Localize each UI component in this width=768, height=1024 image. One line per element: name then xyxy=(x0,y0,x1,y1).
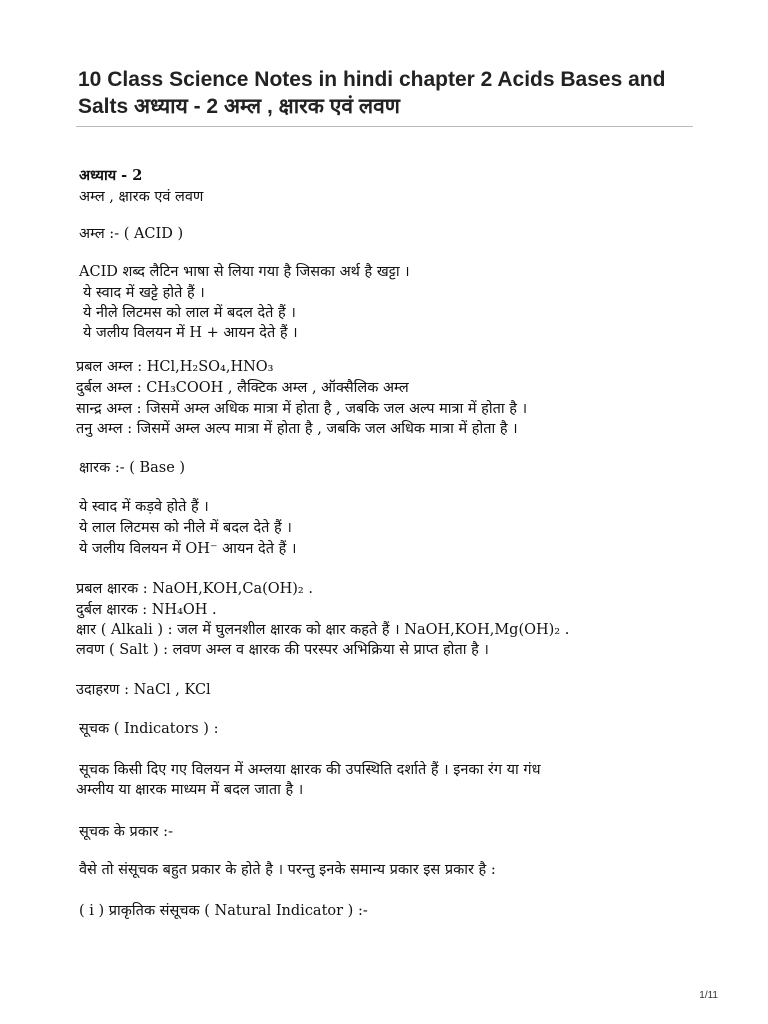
acid-line: ACID शब्द लैटिन भाषा से लिया गया है जिसका अर्थ है खट्टा । xyxy=(79,264,410,280)
salt-example: उदाहरण : NaCl , KCl xyxy=(76,682,211,698)
chapter-heading: अध्याय - 2 xyxy=(79,167,143,184)
indicator-types-intro: वैसे तो संसूचक बहुत प्रकार के होते है । परन्तु इनके समान्य प्रकार इस प्रकार है : xyxy=(79,862,496,878)
acid-type-concentrated: सान्द्र अम्ल : जिसमें अम्ल अधिक मात्रा में होता है , जबकि जल अल्प मात्रा में होता है । xyxy=(76,401,528,417)
acid-line: ये जलीय विलयन में H + आयन देते हैं । xyxy=(83,325,298,341)
acid-type-dilute: तनु अम्ल : जिसमें अम्ल अल्प मात्रा में होता है , जबकि जल अधिक मात्रा में होता है । xyxy=(76,421,518,437)
acid-line: ये स्वाद में खट्टे होते हैं । xyxy=(83,285,205,301)
natural-indicator-heading: ( i ) प्राकृतिक संसूचक ( Natural Indicator ) :- xyxy=(79,903,368,919)
acid-type-weak: दुर्बल अम्ल : CH₃COOH , लैक्टिक अम्ल , ऑक्सैलिक अम्ल xyxy=(76,380,409,396)
title-divider xyxy=(76,126,693,127)
base-line: ये स्वाद में कड़वे होते हैं । xyxy=(79,499,209,515)
page-title: 10 Class Science Notes in hindi chapter 2 Acids Bases and Salts अध्याय - 2 अम्ल , क्षारक एवं लवण xyxy=(78,68,666,118)
indicator-types-heading: सूचक के प्रकार :- xyxy=(79,824,173,840)
base-line: ये जलीय विलयन में OH⁻ आयन देते हैं । xyxy=(79,541,297,557)
base-heading: क्षारक :- ( Base ) xyxy=(79,460,186,476)
chapter-subtitle: अम्ल , क्षारक एवं लवण xyxy=(79,189,204,205)
alkali-definition: क्षार ( Alkali ) : जल में घुलनशील क्षारक को क्षार कहते हैं । NaOH,KOH,Mg(OH)₂ . xyxy=(76,622,570,638)
indicators-paragraph: सूचक किसी दिए गए विलयन में अम्लया क्षारक की उपस्थिति दर्शाते हैं । इनका रंग या गंध xyxy=(79,762,541,778)
base-type-strong: प्रबल क्षारक : NaOH,KOH,Ca(OH)₂ . xyxy=(76,581,313,597)
salt-definition: लवण ( Salt ) : लवण अम्ल व क्षारक की परस्पर अभिक्रिया से प्राप्त होता है । xyxy=(76,642,489,658)
acid-heading: अम्ल :- ( ACID ) xyxy=(79,226,184,242)
page-number: 1/11 xyxy=(699,990,718,1001)
acid-line: ये नीले लिटमस को लाल में बदल देते हैं । xyxy=(83,305,296,321)
indicators-paragraph: अम्लीय या क्षारक माध्यम में बदल जाता है । xyxy=(76,782,304,798)
indicators-heading: सूचक ( Indicators ) : xyxy=(79,721,219,737)
base-line: ये लाल लिटमस को नीले में बदल देते हैं । xyxy=(79,520,292,536)
base-type-weak: दुर्बल क्षारक : NH₄OH . xyxy=(76,602,217,618)
acid-type-strong: प्रबल अम्ल : HCl,H₂SO₄,HNO₃ xyxy=(76,359,274,375)
